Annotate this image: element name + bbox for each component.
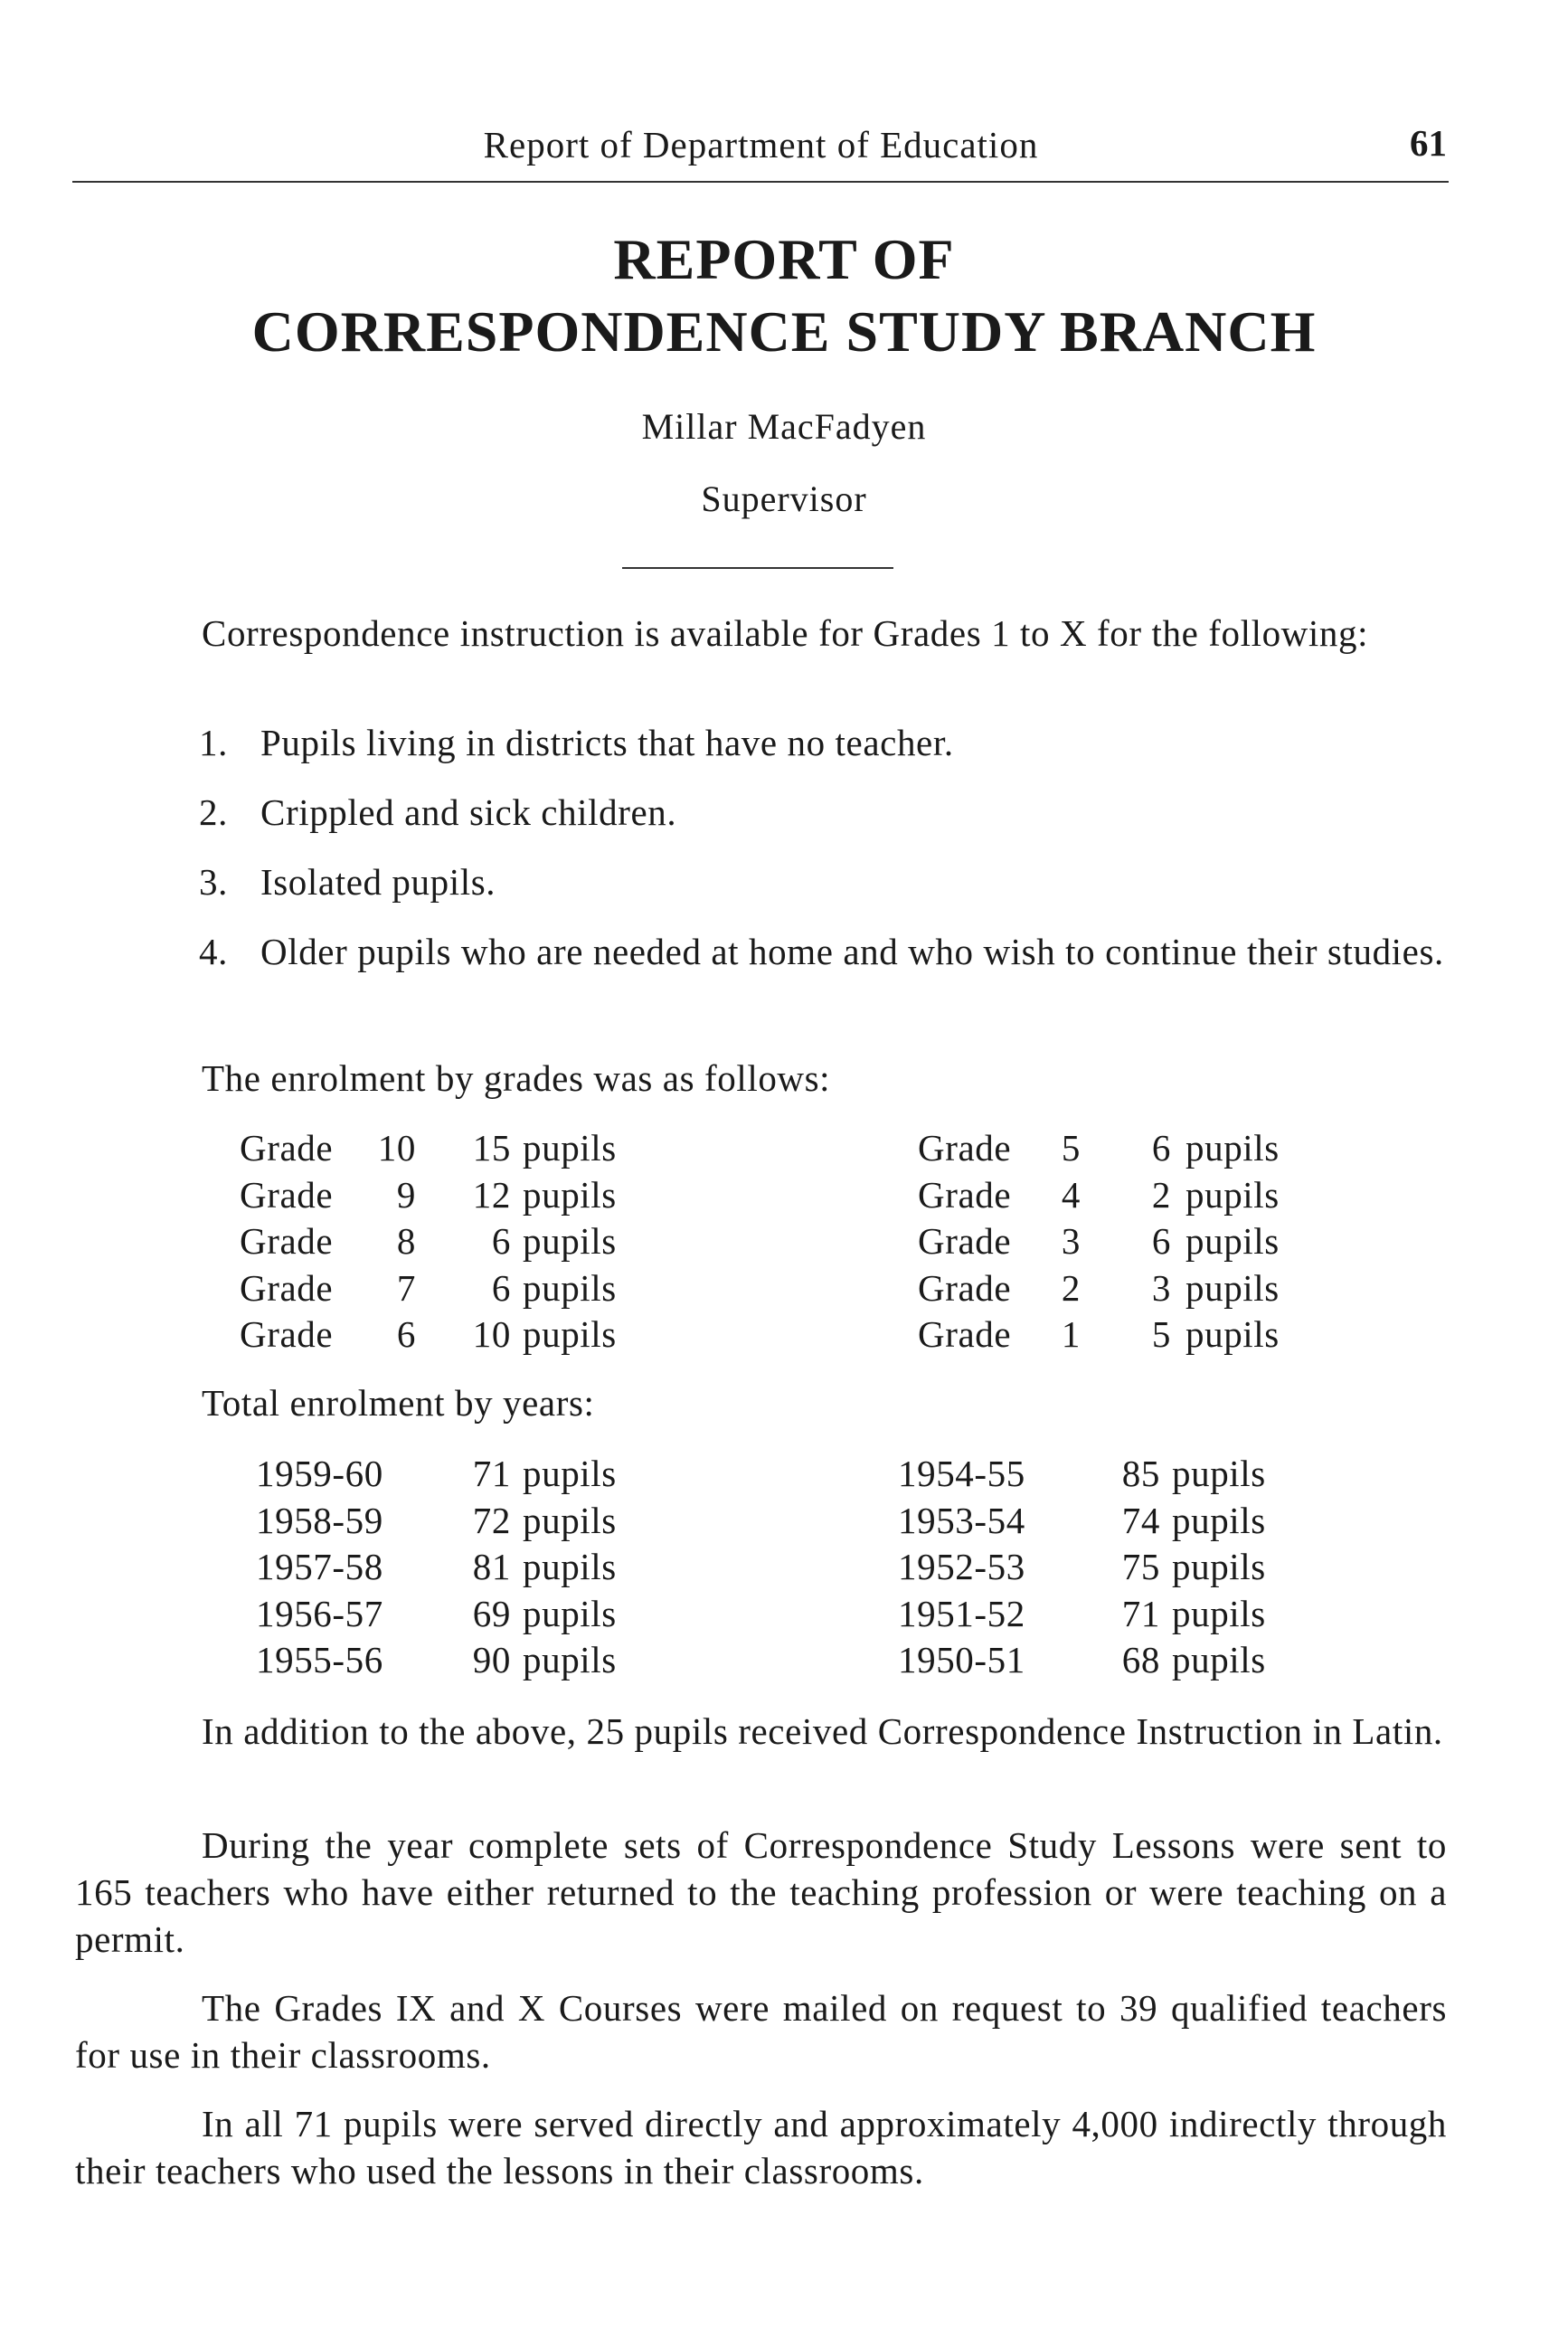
table-row (256, 1545, 708, 1592)
pupil-count: 74 (1121, 1499, 1160, 1541)
pupil-count: 69 (472, 1592, 511, 1634)
list-item-number: 2. (199, 791, 228, 833)
list-item (199, 928, 1447, 975)
grade-number: 1 (1061, 1313, 1081, 1355)
table-row (898, 1638, 1350, 1685)
list-item-text: Crippled and sick children. (260, 791, 677, 833)
pupil-count: 15 (472, 1127, 511, 1169)
school-year: 1957-58 (256, 1546, 383, 1587)
list-item (199, 719, 1447, 766)
years-table-left (256, 1452, 708, 1685)
pupil-count: 6 (491, 1266, 511, 1309)
table-row (918, 1266, 1370, 1313)
table-row (240, 1219, 692, 1266)
grades-label: The enrolment by grades was as follows: (202, 1057, 831, 1099)
grade-label: Grade (240, 1173, 334, 1216)
pupil-count: 6 (1151, 1127, 1171, 1169)
grade-number: 8 (396, 1220, 416, 1262)
unit-label: pupils (523, 1592, 617, 1634)
table-row (918, 1126, 1370, 1173)
unit-label: pupils (1185, 1173, 1280, 1216)
eligibility-list (199, 719, 1447, 998)
table-row (240, 1126, 692, 1173)
running-header (75, 116, 1447, 179)
grade-label: Grade (918, 1173, 1012, 1216)
list-item-text: Older pupils who are needed at home and who wish to continue their studies. (260, 931, 1444, 972)
grade-number: 7 (396, 1266, 416, 1309)
grade-label: Grade (240, 1266, 334, 1309)
unit-label: pupils (1172, 1639, 1266, 1680)
table-row (240, 1266, 692, 1313)
pupil-count: 71 (1121, 1592, 1160, 1634)
grade-label: Grade (918, 1266, 1012, 1309)
pupil-count: 72 (472, 1499, 511, 1541)
grade-number: 5 (1061, 1127, 1081, 1169)
paragraph-courses-mailed: The Grades IX and X Courses were mailed on request to 39 qualified teachers for use in their classrooms. (75, 1987, 1447, 2076)
author-name: Millar MacFadyen (641, 406, 927, 447)
pupil-count: 71 (472, 1453, 511, 1494)
pupil-count: 81 (472, 1546, 511, 1587)
report-title-line-1: REPORT OF (613, 227, 955, 291)
table-row (256, 1638, 708, 1685)
grade-label: Grade (240, 1313, 334, 1355)
unit-label: pupils (1185, 1220, 1280, 1262)
paragraph-teacher-lessons: During the year complete sets of Correspondence Study Lessons were sent to 165 teachers who have either returned to the teaching profession or were teaching on a permit. (75, 1824, 1447, 1960)
school-year: 1951-52 (898, 1592, 1025, 1634)
school-year: 1950-51 (898, 1639, 1025, 1680)
school-year: 1956-57 (256, 1592, 383, 1634)
unit-label: pupils (523, 1499, 617, 1541)
grade-number: 3 (1061, 1220, 1081, 1262)
grade-label: Grade (240, 1127, 334, 1169)
list-item (199, 789, 1447, 836)
school-year: 1959-60 (256, 1453, 383, 1494)
unit-label: pupils (1185, 1266, 1280, 1309)
grade-number: 10 (377, 1127, 416, 1169)
table-row (918, 1312, 1370, 1359)
unit-label: pupils (523, 1266, 617, 1309)
unit-label: pupils (523, 1546, 617, 1587)
unit-label: pupils (1172, 1499, 1266, 1541)
school-year: 1958-59 (256, 1499, 383, 1541)
paragraph-pupils-served: In all 71 pupils were served directly and approximately 4,000 indirectly through their teachers who used the lessons in their classrooms. (75, 2103, 1447, 2192)
table-row (256, 1499, 708, 1546)
table-row (240, 1312, 692, 1359)
school-year: 1955-56 (256, 1639, 383, 1680)
pupil-count: 68 (1121, 1639, 1160, 1680)
page-number: 61 (1410, 122, 1447, 164)
report-title-line-2: CORRESPONDENCE STUDY BRANCH (251, 299, 1317, 364)
table-row (256, 1592, 708, 1639)
author-role: Supervisor (701, 478, 867, 519)
unit-label: pupils (523, 1639, 617, 1680)
pupil-count: 90 (472, 1639, 511, 1680)
grades-table-right (918, 1126, 1370, 1359)
table-row (918, 1219, 1370, 1266)
table-row (898, 1545, 1350, 1592)
table-row (256, 1452, 708, 1499)
list-item-text: Isolated pupils. (260, 861, 496, 903)
unit-label: pupils (523, 1220, 617, 1262)
pupil-count: 6 (1151, 1220, 1171, 1262)
list-item-number: 4. (199, 931, 228, 972)
grade-number: 9 (396, 1173, 416, 1216)
school-year: 1953-54 (898, 1499, 1025, 1541)
unit-label: pupils (523, 1127, 617, 1169)
grade-number: 6 (396, 1313, 416, 1355)
school-year: 1952-53 (898, 1546, 1025, 1587)
paragraph-latin: In addition to the above, 25 pupils received Correspondence Instruction in Latin. (202, 1710, 1443, 1752)
pupil-count: 85 (1121, 1453, 1160, 1494)
unit-label: pupils (1172, 1546, 1266, 1587)
list-item-text: Pupils living in districts that have no teacher. (260, 722, 954, 763)
unit-label: pupils (523, 1313, 617, 1355)
table-row (898, 1499, 1350, 1546)
table-row (918, 1173, 1370, 1220)
unit-label: pupils (1172, 1453, 1266, 1494)
pupil-count: 2 (1151, 1173, 1171, 1216)
unit-label: pupils (1172, 1592, 1266, 1634)
grades-table-left (240, 1126, 692, 1359)
grade-label: Grade (918, 1220, 1012, 1262)
pupil-count: 12 (472, 1173, 511, 1216)
intro-paragraph: Correspondence instruction is available for Grades 1 to X for the following: (202, 612, 1369, 654)
table-row (898, 1452, 1350, 1499)
grade-label: Grade (240, 1220, 334, 1262)
pupil-count: 75 (1121, 1546, 1160, 1587)
pupil-count: 10 (472, 1313, 511, 1355)
list-item (199, 858, 1447, 905)
grade-label: Grade (918, 1313, 1012, 1355)
unit-label: pupils (1185, 1127, 1280, 1169)
pupil-count: 3 (1151, 1266, 1171, 1309)
grade-number: 2 (1061, 1266, 1081, 1309)
years-table-right (898, 1452, 1350, 1685)
unit-label: pupils (523, 1453, 617, 1494)
table-row (240, 1173, 692, 1220)
list-item-number: 1. (199, 722, 228, 763)
header-rule (72, 181, 1449, 183)
grade-label: Grade (918, 1127, 1012, 1169)
table-row (898, 1592, 1350, 1639)
title-divider (622, 567, 893, 569)
pupil-count: 5 (1151, 1313, 1171, 1355)
list-item-number: 3. (199, 861, 228, 903)
unit-label: pupils (523, 1173, 617, 1216)
pupil-count: 6 (491, 1220, 511, 1262)
grade-number: 4 (1061, 1173, 1081, 1216)
unit-label: pupils (1185, 1313, 1280, 1355)
school-year: 1954-55 (898, 1453, 1025, 1494)
years-label: Total enrolment by years: (202, 1382, 595, 1424)
running-title: Report of Department of Education (483, 124, 1039, 166)
